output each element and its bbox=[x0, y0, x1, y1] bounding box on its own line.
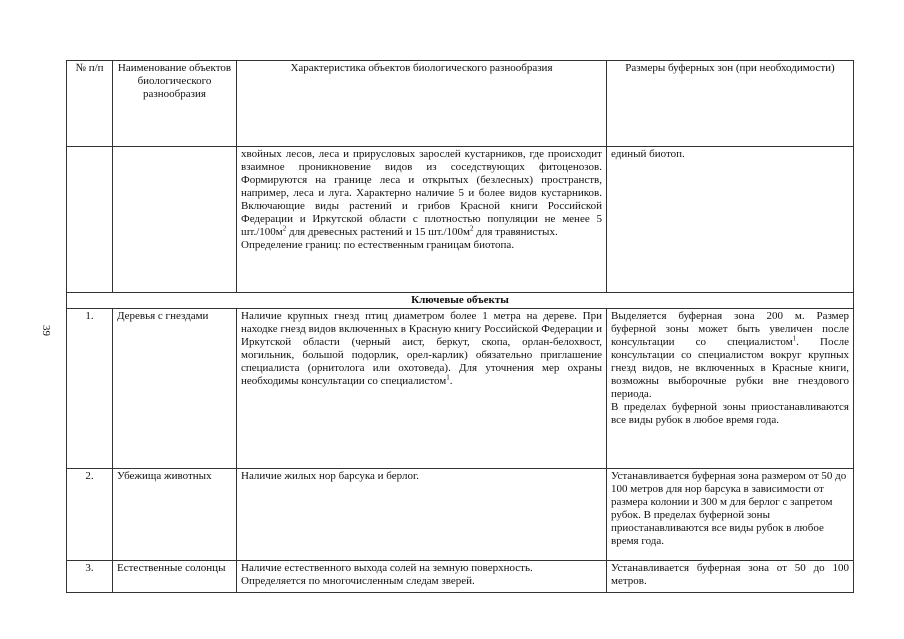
row-characteristic: Наличие крупных гнезд птиц диаметром более 1 метра на дереве. При находке гнезд видов включенных в Красную книгу Российской Федерации и Иркутской области (черный аист, беркут, скопа, орлан-белохвост, могильник, большой подорлик, орел-карлик) обязательно приглашение специалиста (орнитолога или охотоведа). Для уточнения мер охраны необходимы консультации со специалистом$^1$. bbox=[237, 309, 607, 469]
row-characteristic: Наличие естественного выхода солей на земную поверхность. Определяется по многочисленным следам зверей. bbox=[237, 561, 607, 593]
boundary-note: Определение границ: по естественным границам биотопа. bbox=[241, 239, 515, 251]
header-row bbox=[67, 61, 854, 147]
header-buffer: Размеры буферных зон (при необходимости) bbox=[607, 61, 854, 147]
row-name: Убежища животных bbox=[113, 469, 237, 561]
section-row bbox=[67, 293, 854, 309]
row-buffer: Устанавливается буферная зона размером от 50 до 100 метров для нор барсука в зависимости от размера колонии и 300 м для берлог с запретом рубок. В пределах буферной зоны приостанавливаются все виды рубок в любое время года. bbox=[607, 469, 854, 561]
continuation-characteristic: хвойных лесов, леса и прирусловых зарослей кустарников, где происходит взаимное проникновение видов из соседствующих фитоценозов. Формируются на границе леса и открытых (безлесных) пространств, например, леса и луга. Характерно наличие 5 и более видов кустарников. Включающие виды растений и грибов Красной книги Российской Федерации и Иркутской области с плотностью популяции не менее 5 $шт./100м^2$ для древесных растений и 15 $шт./100м^2$ для травянистых. Определение границ: по естественным границам биотопа. bbox=[237, 147, 607, 293]
cell-empty-num bbox=[67, 147, 113, 293]
header-name: Наименование объектов биологического разнообразия bbox=[113, 61, 237, 147]
table-row bbox=[67, 309, 854, 469]
row-number: 2. bbox=[67, 469, 113, 561]
header-characteristic: Характеристика объектов биологического разнообразия bbox=[237, 61, 607, 147]
row-number: 1. bbox=[67, 309, 113, 469]
cell-empty-name bbox=[113, 147, 237, 293]
row-buffer: Выделяется буферная зона 200 м. Размер буферной зоны может быть увеличен после консультации со специалистом$^1$. После консультации со специалистом вокруг крупных гнезд видов, не включенных в Красные книги, возможны выборочные рубки вне гнездового периода. В пределах буферной зоны приостанавливаются все виды рубок в любое время года. bbox=[607, 309, 854, 469]
section-title: Ключевые объекты bbox=[67, 293, 854, 309]
table-row bbox=[67, 469, 854, 561]
header-number: № п/п bbox=[67, 61, 113, 147]
row-number: 3. bbox=[67, 561, 113, 593]
row-characteristic: Наличие жилых нор барсука и берлог. bbox=[237, 469, 607, 561]
page-number: 39 bbox=[40, 325, 52, 336]
continuation-buffer: единый биотоп. bbox=[607, 147, 854, 293]
row-buffer: Устанавливается буферная зона от 50 до 100 метров. bbox=[607, 561, 854, 593]
continuation-row bbox=[67, 147, 854, 293]
biodiversity-table bbox=[66, 60, 854, 593]
row-name: Естественные солонцы bbox=[113, 561, 237, 593]
table-row bbox=[67, 561, 854, 593]
row-name: Деревья с гнездами bbox=[113, 309, 237, 469]
